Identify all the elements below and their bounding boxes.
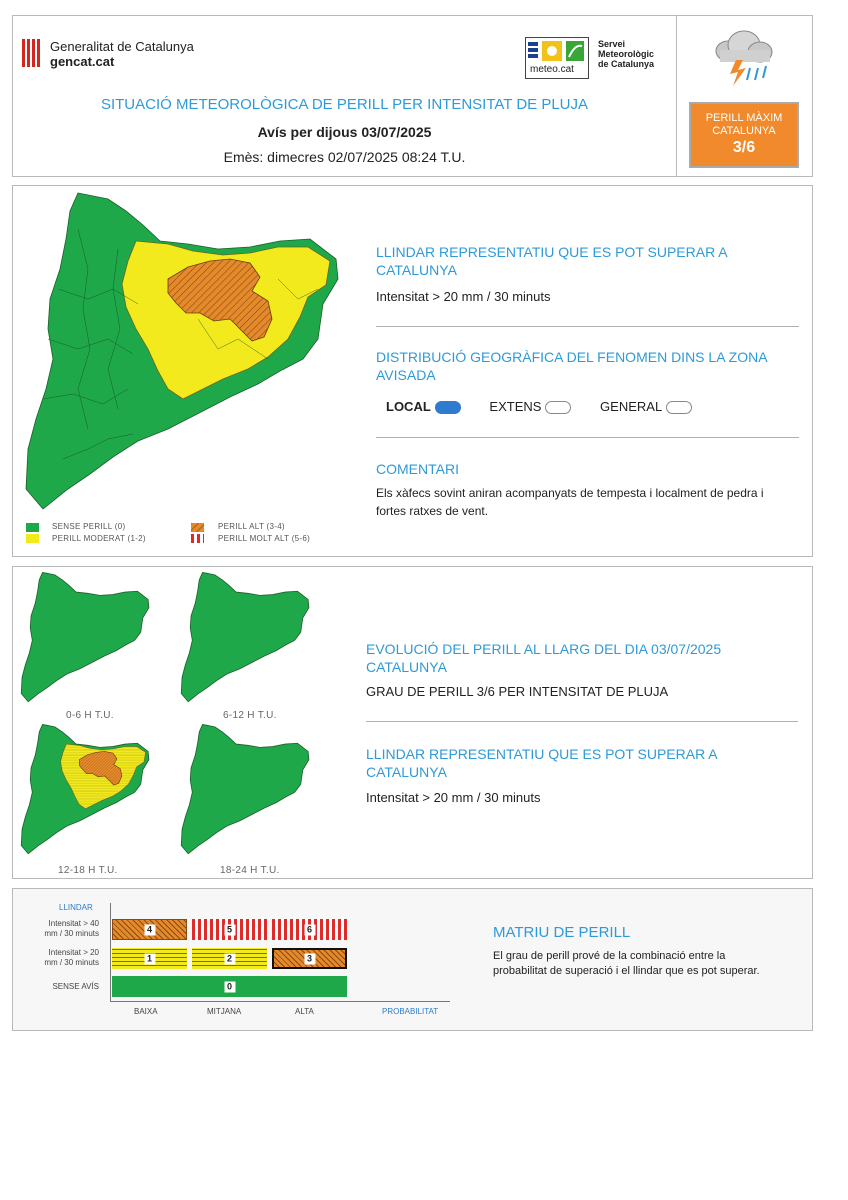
matrix-y-axis	[110, 903, 111, 1001]
distribution-label-local: LOCAL	[386, 399, 431, 414]
legend-swatch-orange	[191, 523, 204, 532]
gencat-logo[interactable]	[20, 37, 230, 73]
rain-storm-icon	[708, 26, 778, 90]
page-title: SITUACIÓ METEOROLÒGICA DE PERILL PER INTENSITAT DE PLUJA	[100, 96, 589, 113]
matrix-text: El grau de perill prové de la combinació entre la probabilitat de superació i el llindar que es pot superar.	[493, 950, 760, 977]
comments-title: COMENTARI	[376, 461, 459, 477]
max-danger-label-2: CATALUNYA	[712, 125, 776, 137]
toggle-general[interactable]	[666, 401, 692, 414]
evolution-title: EVOLUCIÓ DEL PERILL AL LLARG DEL DIA 03/07/2025 CATALUNYA	[366, 641, 722, 675]
matrix-row-label-high-2: mm / 30 minuts	[44, 929, 99, 938]
meteocat-service-line-2: Meteorològic	[598, 49, 655, 59]
gencat-name: Generalitat de Catalunya	[50, 39, 194, 54]
meteocat-service-line-3: de Catalunya	[598, 59, 655, 69]
distribution-label-general: GENERAL	[600, 399, 663, 414]
matrix-value-3: 3	[304, 953, 315, 964]
meteocat-service-name	[598, 39, 654, 69]
evolution-map-6-12[interactable]	[178, 570, 313, 705]
matrix-row-label-mid-2: mm / 30 minuts	[44, 958, 99, 967]
legend-swatch-yellow	[26, 534, 39, 543]
distribution-title: DISTRIBUCIÓ GEOGRÀFICA DEL FENOMEN DINS LA ZONA AVISADA	[376, 349, 767, 383]
comments-text: Els xàfecs sovint aniran acompanyats de tempesta i localment de pedra i fortes ratxes de vent.	[376, 486, 764, 518]
matrix-row-label-mid-1: Intensitat > 20	[48, 948, 99, 957]
evolution-label-18-24: 18-24 H T.U.	[220, 865, 280, 876]
evolution-map-18-24[interactable]	[178, 722, 313, 857]
max-danger-value: 3/6	[732, 139, 756, 156]
evolution-label-0-6: 0-6 H T.U.	[66, 710, 114, 721]
matrix-cell-2	[192, 948, 267, 969]
meteocat-service-line-1: Servei	[598, 39, 626, 49]
toggle-local[interactable]	[435, 401, 461, 414]
header-panel	[12, 15, 813, 177]
matrix-row-label-high-1: Intensitat > 40	[48, 919, 99, 928]
matrix-title: MATRIU DE PERILL	[493, 924, 631, 941]
matrix-cell-3	[272, 948, 347, 969]
catalonia-danger-map[interactable]	[18, 189, 348, 515]
matrix-x-axis	[110, 1001, 450, 1002]
evolution-map-12-18[interactable]	[18, 722, 153, 857]
legend-swatch-green	[26, 523, 39, 532]
meteocat-logo[interactable]	[525, 37, 675, 81]
legend-label-none: SENSE PERILL (0)	[52, 522, 126, 531]
matrix-value-1: 1	[144, 953, 155, 964]
evolution-panel	[12, 566, 813, 879]
issued-date: Emès: dimecres 02/07/2025 08:24 T.U.	[223, 149, 466, 165]
legend-swatch-red	[191, 534, 204, 543]
evolution-threshold-title: LLINDAR REPRESENTATIU QUE ES POT SUPERAR A CATALUNYA	[366, 746, 717, 780]
evolution-label-12-18: 12-18 H T.U.	[58, 865, 118, 876]
matrix-x-title: PROBABILITAT	[382, 1007, 439, 1016]
threshold-title: LLINDAR REPRESENTATIU QUE ES POT SUPERAR A CATALUNYA	[376, 244, 727, 278]
section-divider	[376, 326, 799, 327]
header-right-divider	[676, 16, 677, 176]
matrix-x-label-mid: MITJANA	[207, 1007, 242, 1016]
matrix-y-title: LLINDAR	[59, 903, 93, 912]
matrix-x-label-high: ALTA	[295, 1007, 314, 1016]
evolution-label-6-12: 6-12 H T.U.	[223, 710, 277, 721]
matrix-cell-1	[112, 948, 187, 969]
legend-label-very-high: PERILL MOLT ALT (5-6)	[218, 534, 311, 543]
matrix-value-0: 0	[224, 981, 235, 992]
section-divider	[366, 721, 798, 722]
gencat-url: gencat.cat	[50, 54, 115, 69]
legend-label-high: PERILL ALT (3-4)	[218, 522, 285, 531]
matrix-value-2: 2	[224, 953, 235, 964]
matrix-row-label-none: SENSE AVÍS	[52, 982, 99, 991]
evolution-threshold-value: Intensitat > 20 mm / 30 minuts	[366, 790, 541, 805]
threshold-value: Intensitat > 20 mm / 30 minuts	[376, 289, 551, 304]
distribution-option-general[interactable]	[600, 399, 692, 414]
section-divider	[376, 437, 799, 438]
distribution-options	[386, 399, 692, 414]
main-map-panel	[12, 185, 813, 557]
matrix-cell-4	[112, 919, 187, 940]
matrix-value-5: 5	[224, 924, 235, 935]
alert-date: Avís per dijous 03/07/2025	[257, 124, 432, 140]
matrix-row-label-mid	[17, 948, 99, 968]
matrix-value-4: 4	[144, 924, 155, 935]
max-danger-badge	[689, 102, 799, 168]
matrix-x-label-low: BAIXA	[134, 1007, 158, 1016]
matrix-row-label-high	[17, 919, 99, 939]
evolution-text: GRAU DE PERILL 3/6 PER INTENSITAT DE PLUJA	[366, 684, 669, 699]
distribution-option-extens[interactable]	[489, 399, 575, 414]
gencat-emblem-icon	[20, 37, 42, 69]
max-danger-label-1: PERILL MÀXIM	[705, 112, 783, 124]
matrix-panel	[12, 888, 813, 1031]
meteocat-logo-text: meteo.cat	[530, 64, 574, 75]
distribution-label-extens: EXTENS	[489, 399, 542, 414]
meteocat-logo-box	[525, 37, 589, 79]
toggle-extens[interactable]	[545, 401, 571, 414]
meteocat-symbols-icon	[528, 40, 586, 62]
evolution-map-0-6[interactable]	[18, 570, 153, 705]
legend-label-moderate: PERILL MODERAT (1-2)	[52, 534, 146, 543]
matrix-value-6: 6	[304, 924, 315, 935]
matrix-cell-0	[112, 976, 347, 997]
matrix-cell-5	[192, 919, 267, 940]
matrix-cell-6	[272, 919, 347, 940]
distribution-option-local[interactable]	[386, 399, 464, 414]
